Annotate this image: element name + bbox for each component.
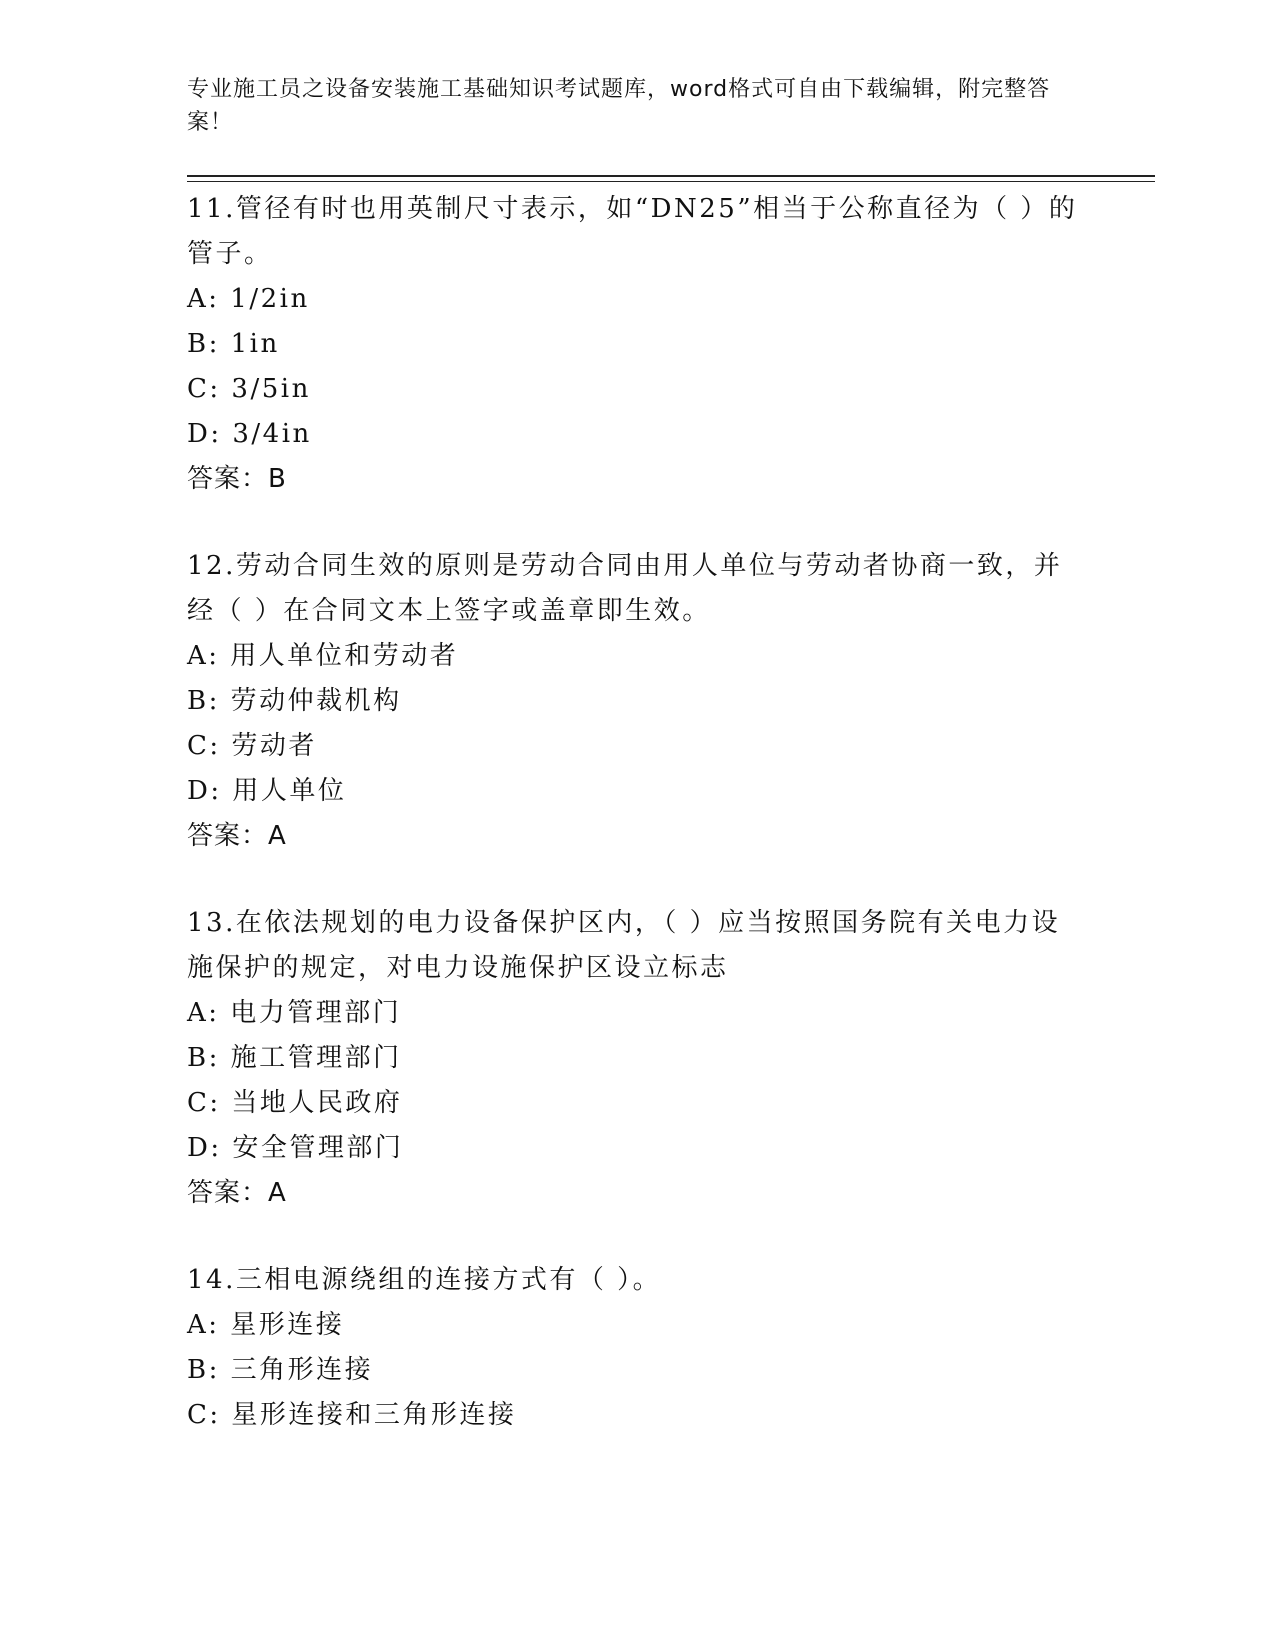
question-stem: 13.在依法规划的电力设备保护区内，（ ）应当按照国务院有关电力设施保护的规定，对电力设施保护区设立标志 [187,908,1061,983]
option-b: B: 三角形连接 [187,1355,374,1385]
question-list [187,187,1087,1480]
option-c: C: 劳动者 [187,731,317,761]
option-d: D: 用人单位 [187,776,347,806]
question-12 [187,544,1087,859]
question-11 [187,187,1087,502]
option-b: B: 施工管理部门 [187,1043,402,1073]
option-d: D: 3/4in [187,419,312,449]
question-14 [187,1258,1087,1438]
option-b: B: 劳动仲裁机构 [187,686,402,716]
option-c: C: 星形连接和三角形连接 [187,1400,517,1430]
answer-line: 答案：A [187,821,287,851]
question-stem: 14.三相电源绕组的连接方式有（ ）。 [187,1265,662,1295]
document-header: 专业施工员之设备安装施工基础知识考试题库，word格式可自由下载编辑，附完整答案！ [187,77,1051,135]
header-divider-thick [187,175,1155,177]
answer-line: 答案：A [187,1178,287,1208]
option-a: A: 电力管理部门 [187,998,402,1028]
question-13 [187,901,1087,1216]
question-stem: 12.劳动合同生效的原则是劳动合同由用人单位与劳动者协商一致，并经（ ）在合同文本上签字或盖章即生效。 [187,551,1063,626]
header-divider-thin [187,181,1155,182]
option-a: A: 1/2in [187,284,310,314]
option-c: C: 3/5in [187,374,311,404]
option-a: A: 星形连接 [187,1310,345,1340]
option-a: A: 用人单位和劳动者 [187,641,459,671]
option-d: D: 安全管理部门 [187,1133,404,1163]
option-c: C: 当地人民政府 [187,1088,403,1118]
question-stem: 11.管径有时也用英制尺寸表示，如“DN25”相当于公称直径为（ ）的管子。 [187,194,1078,269]
option-b: B: 1in [187,329,280,359]
answer-line: 答案：B [187,464,287,494]
